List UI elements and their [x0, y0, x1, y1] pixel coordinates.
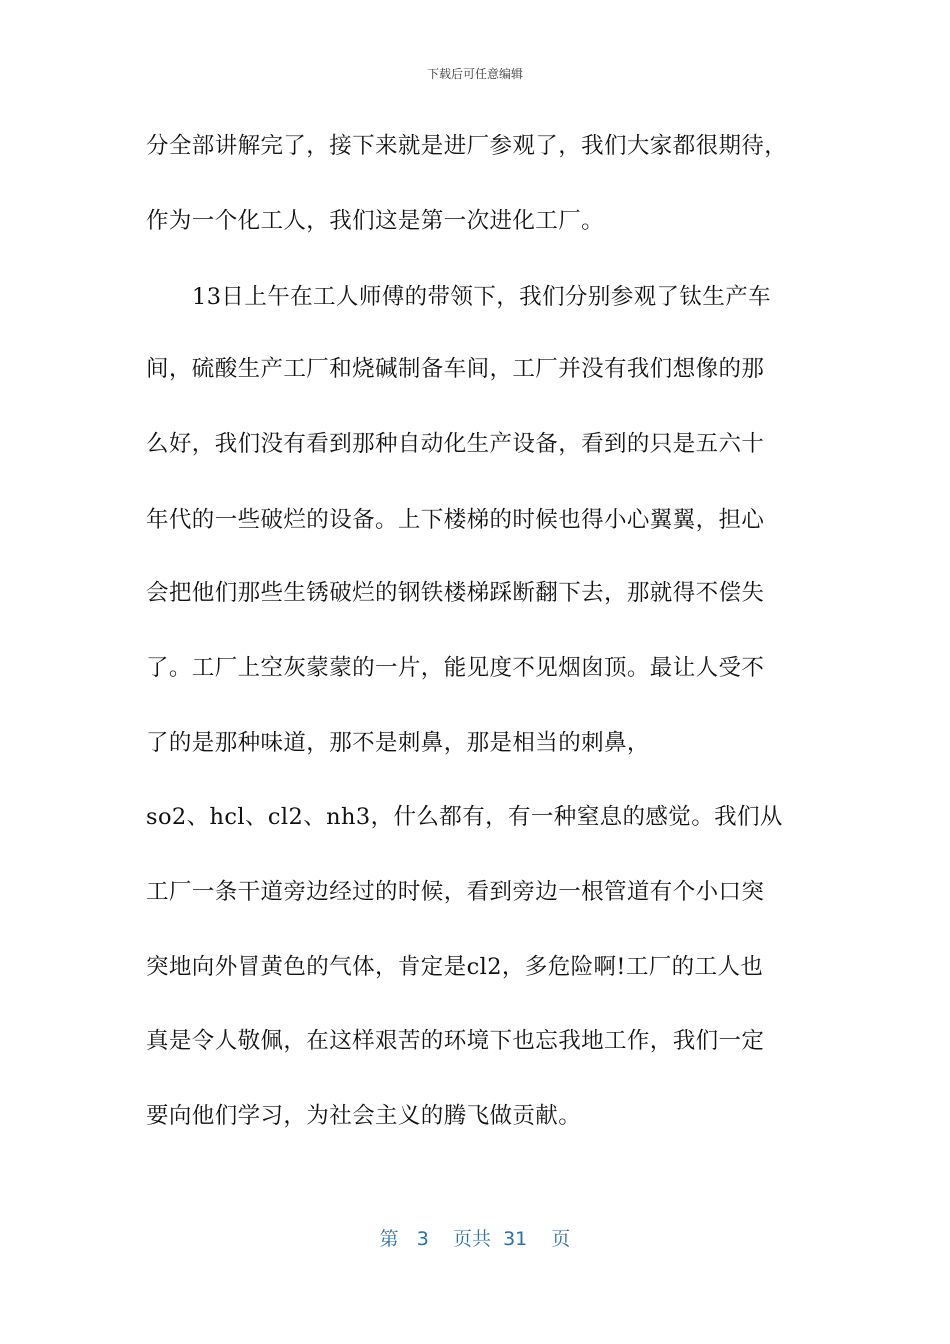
page-prefix: 第: [379, 1228, 399, 1250]
body-line: 13日上午在工人师傅的带领下，我们分别参观了钛生产车: [192, 284, 772, 310]
body-line: 作为一个化工人，我们这是第一次进化工厂。: [146, 208, 605, 234]
body-line: 了的是那种味道，那不是刺鼻，那是相当的刺鼻，: [146, 730, 650, 756]
current-page-number: 3: [416, 1228, 429, 1250]
body-line: 间，硫酸生产工厂和烧碱制备车间，工厂并没有我们想像的那: [146, 356, 765, 382]
body-line: 要向他们学习，为社会主义的腾飞做贡献。: [146, 1103, 582, 1129]
body-line: 年代的一些破烂的设备。上下楼梯的时候也得小心翼翼，担心: [146, 507, 765, 533]
body-line: so2、hcl、cl2、nh3，什么都有，有一种窒息的感觉。我们从: [146, 804, 783, 830]
page-middle: 页共: [452, 1228, 491, 1250]
body-line: 了。工厂上空灰蒙蒙的一片，能见度不见烟囱顶。最让人受不: [146, 655, 765, 681]
body-line: 会把他们那些生锈破烂的钢铁楼梯踩断翻下去，那就得不偿失: [146, 580, 765, 606]
total-pages-number: 31: [503, 1228, 528, 1250]
page-number-footer: [0, 1226, 950, 1252]
header-note: 下载后可任意编辑: [426, 67, 523, 81]
body-line: 突地向外冒黄色的气体，肯定是cl2，多危险啊!工厂的工人也: [146, 954, 764, 980]
page-suffix: 页: [551, 1228, 571, 1250]
body-line: 么好，我们没有看到那种自动化生产设备，看到的只是五六十: [146, 431, 765, 457]
body-line: 真是令人敬佩，在这样艰苦的环境下也忘我地工作，我们一定: [146, 1028, 765, 1054]
body-line: 分全部讲解完了，接下来就是进厂参观了，我们大家都很期待，: [146, 133, 788, 159]
body-line: 工厂一条干道旁边经过的时候，看到旁边一根管道有个小口突: [146, 879, 765, 905]
